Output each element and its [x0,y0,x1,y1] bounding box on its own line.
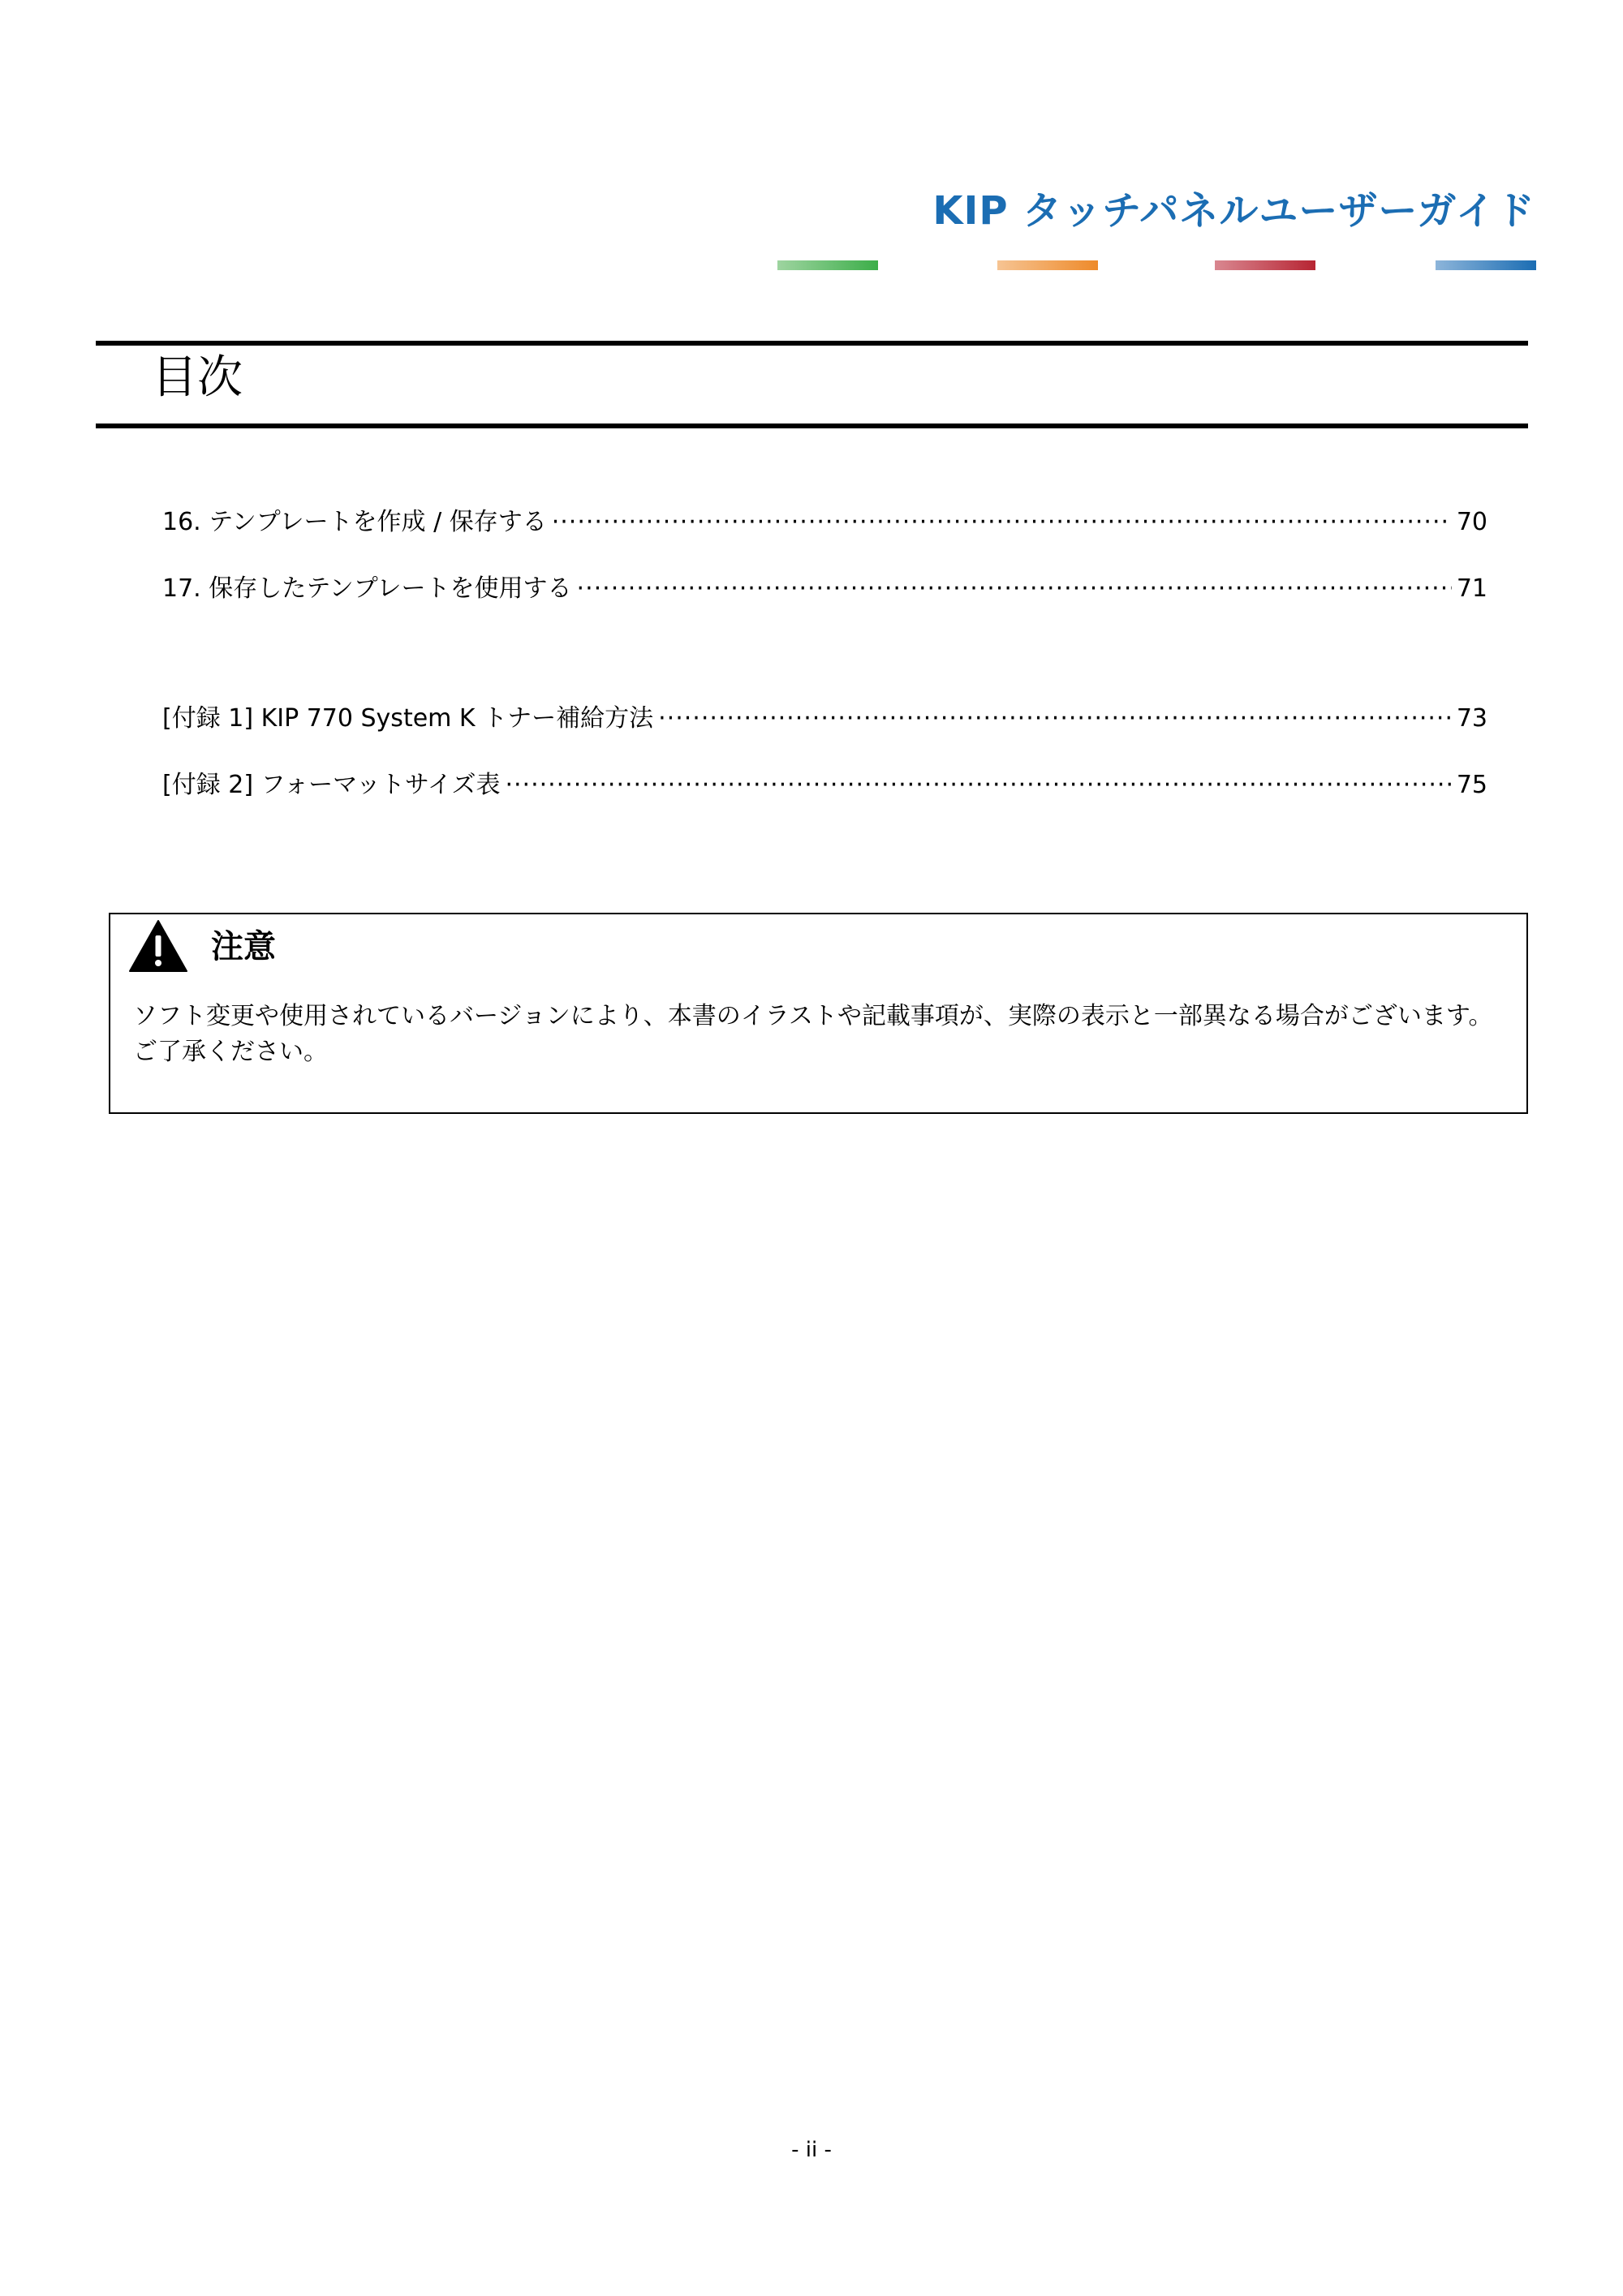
caution-box [109,913,1528,1114]
toc-entry-label: 17. 保存したテンプレートを使用する [162,574,572,603]
toc-entry[interactable] [162,767,1487,803]
toc-rule-top [96,341,1528,346]
doc-title: KIP タッチパネルユーザーガイド [932,188,1535,234]
toc-entry[interactable] [162,571,1487,607]
toc-entry-page: 71 [1456,574,1487,603]
color-bar-orange [997,260,1098,270]
caution-text: ソフト変更や使用されているバージョンにより、本書のイラストや記載事項が、実際の表示と一部異なる場合がございます。ご了承ください。 [133,1002,1493,1066]
warning-triangle-icon [128,919,188,973]
toc-entry-page: 70 [1456,508,1487,536]
toc-entry-label: 16. テンプレートを作成 / 保存する [162,508,547,536]
color-bar-blue [1436,260,1536,270]
color-bars [777,260,1536,270]
toc-leader-dots [577,571,1452,607]
toc-entry-label: [付録 2] フォーマットサイズ表 [162,771,501,799]
toc-entry-page: 75 [1456,771,1487,799]
toc-leader-dots [658,701,1452,737]
toc-rule-bottom [96,424,1528,428]
toc-leader-dots [552,505,1452,540]
toc-heading: 目次 [152,351,243,404]
color-bar-green [777,260,878,270]
toc-entry[interactable] [162,701,1487,737]
color-bar-red [1215,260,1315,270]
toc-entry[interactable] [162,505,1487,540]
caution-title: 注意 [211,928,276,965]
toc-entry-page: 73 [1456,704,1487,733]
page-number: - ii - [791,2138,832,2162]
toc-leader-dots [505,767,1451,803]
toc-entry-label: [付録 1] KIP 770 System K トナー補給方法 [162,704,654,733]
